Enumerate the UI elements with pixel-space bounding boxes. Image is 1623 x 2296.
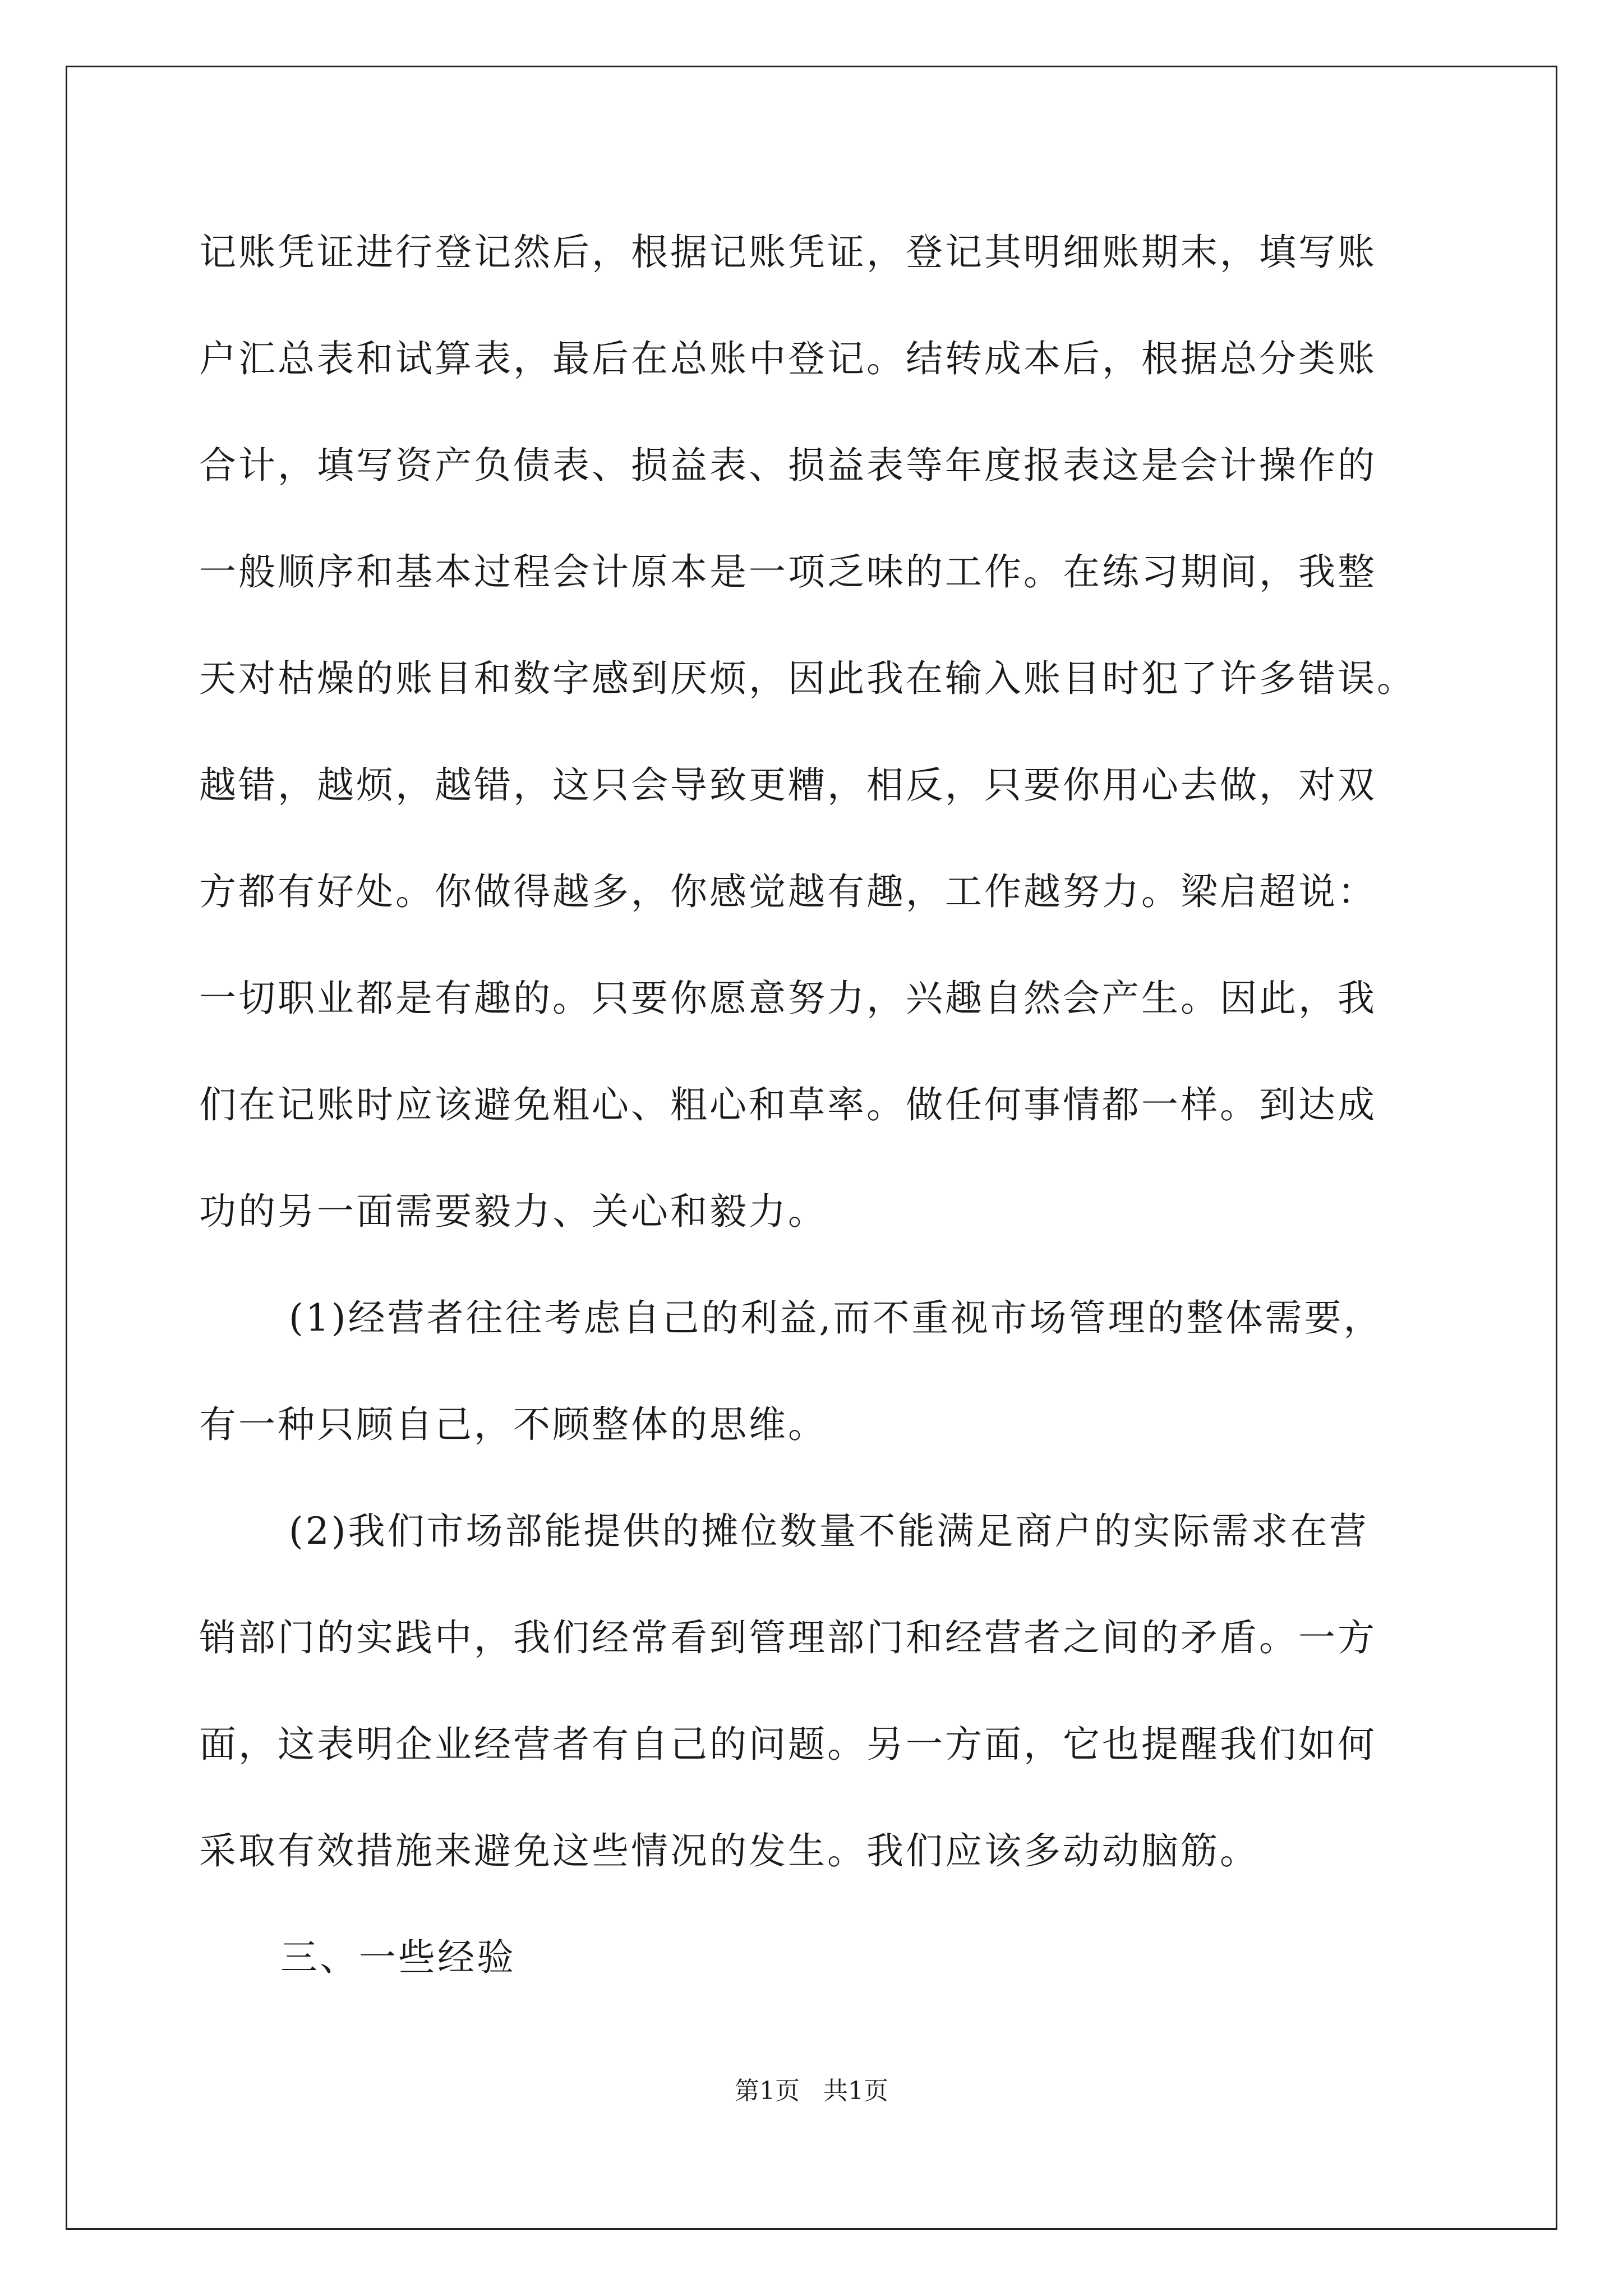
body-line: 户汇总表和试算表，最后在总账中登记。结转成本后，根据总分类账 <box>199 337 1377 380</box>
body-line: 销部门的实践中，我们经常看到管理部门和经营者之间的矛盾。一方 <box>199 1616 1377 1659</box>
body-line: 们在记账时应该避免粗心、粗心和草率。做任何事情都一样。到达成 <box>199 1083 1377 1126</box>
body-line: 方都有好处。你做得越多，你感觉越有趣，工作越努力。梁启超说： <box>199 870 1377 913</box>
body-line: 一般顺序和基本过程会计原本是一项乏味的工作。在练习期间，我整 <box>199 550 1377 593</box>
page-border <box>66 66 1557 2230</box>
section-heading: 三、一些经验 <box>280 1936 516 1979</box>
page-footer: 第1页 共1页 <box>735 2077 888 2105</box>
body-line: 合计，填写资产负债表、损益表、损益表等年度报表这是会计操作的 <box>199 444 1377 487</box>
body-line: 记账凭证进行登记然后，根据记账凭证，登记其明细账期末，填写账 <box>199 231 1377 274</box>
body-line: 越错，越烦，越错，这只会导致更糟，相反，只要你用心去做，对双 <box>199 763 1377 807</box>
paragraph-item-1: (1)经营者往往考虑自己的利益,而不重视市场管理的整体需要， <box>289 1296 1383 1340</box>
body-line: 功的另一面需要毅力、关心和毅力。 <box>199 1190 827 1233</box>
paragraph-item-2: (2)我们市场部能提供的摊位数量不能满足商户的实际需求在营 <box>289 1510 1369 1553</box>
body-line: 天对枯燥的账目和数字感到厌烦，因此我在输入账目时犯了许多错误。 <box>199 657 1416 700</box>
body-line: 采取有效措施来避免这些情况的发生。我们应该多动动脑筋。 <box>199 1829 1259 1872</box>
body-line: 面，这表明企业经营者有自己的问题。另一方面，它也提醒我们如何 <box>199 1723 1377 1766</box>
body-line: 一切职业都是有趣的。只要你愿意努力，兴趣自然会产生。因此，我 <box>199 977 1377 1020</box>
body-line: 有一种只顾自己，不顾整体的思维。 <box>199 1403 827 1446</box>
